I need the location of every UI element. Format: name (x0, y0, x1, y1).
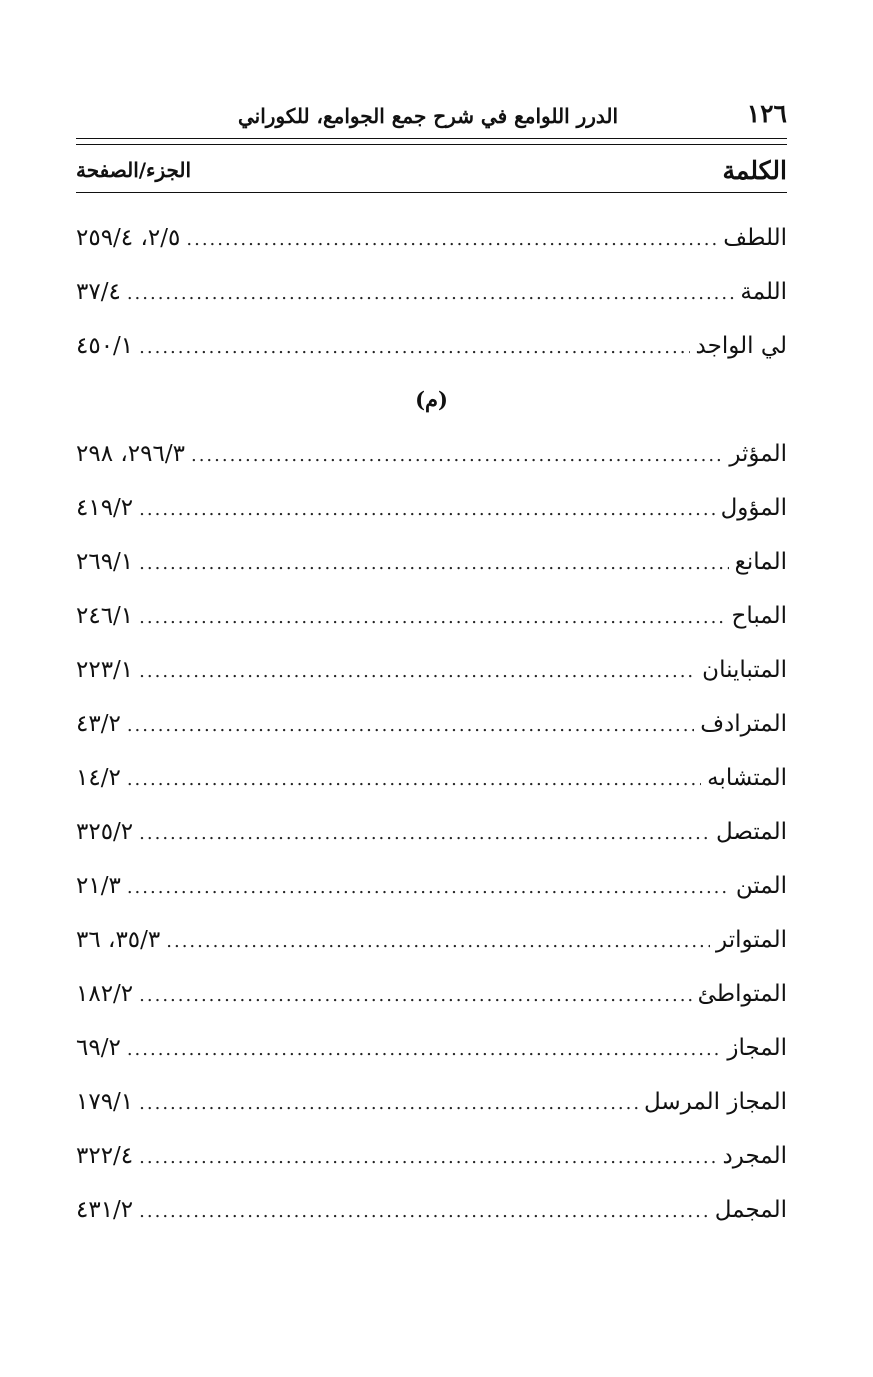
dot-leader (139, 1077, 638, 1131)
index-entry (76, 1021, 787, 1075)
running-head (76, 92, 787, 128)
entry-word: المتشابه (707, 765, 787, 791)
index-entry (76, 427, 787, 481)
entry-reference: ١٧٩/١ (76, 1089, 134, 1115)
entry-word: المجاز المرسل (643, 1089, 787, 1115)
entry-word: اللمة (740, 279, 787, 305)
entry-reference: ٣٥/٣، ٣٦ (76, 927, 161, 953)
dot-leader (127, 267, 735, 321)
dot-leader (139, 321, 689, 375)
dot-leader (139, 537, 728, 591)
entry-word: المتباينان (702, 657, 787, 683)
entry-word: المانع (734, 549, 787, 575)
entry-word: المتواطئ (697, 981, 787, 1007)
index-page (76, 92, 787, 1237)
index-entry (76, 967, 787, 1021)
entry-reference: ٢٦٩/١ (76, 549, 134, 575)
entry-reference: ٣٢٥/٢ (76, 819, 134, 845)
index-entry (76, 535, 787, 589)
entry-reference: ٢/٥، ٢٥٩/٤ (76, 225, 181, 251)
entry-word: اللطف (723, 225, 787, 251)
entry-reference: ٢٤٦/١ (76, 603, 134, 629)
entry-reference: ٢٢٣/١ (76, 657, 134, 683)
index-entry (76, 589, 787, 643)
index-list-after (76, 427, 787, 1237)
dot-leader (186, 213, 717, 267)
entry-reference: ٤٣١/٢ (76, 1197, 134, 1223)
entry-reference: ١٤/٢ (76, 765, 121, 791)
dot-leader (139, 591, 725, 645)
page-number: ١٢٦ (746, 99, 787, 128)
index-entry (76, 751, 787, 805)
index-entry (76, 1129, 787, 1183)
column-headers (76, 149, 787, 191)
index-entry (76, 643, 787, 697)
dot-leader (127, 699, 694, 753)
entry-word: المباح (731, 603, 787, 629)
index-entry (76, 265, 787, 319)
index-entry (76, 913, 787, 967)
entry-word: المؤول (720, 495, 787, 521)
entry-reference: ٣٢٢/٤ (76, 1143, 134, 1169)
dot-leader (139, 483, 714, 537)
entry-reference: ٤٥٠/١ (76, 333, 134, 359)
entry-reference: ٤٣/٢ (76, 711, 121, 737)
entry-reference: ١٨٢/٢ (76, 981, 134, 1007)
dot-leader (139, 969, 691, 1023)
entry-reference: ٦٩/٢ (76, 1035, 121, 1061)
column-header-rule (76, 192, 787, 193)
dot-leader (191, 429, 723, 483)
entry-reference: ٢٩٦/٣، ٢٩٨ (76, 441, 185, 467)
entry-word: المتصل (716, 819, 787, 845)
entry-reference: ٣٧/٤ (76, 279, 121, 305)
entry-word: المتن (735, 873, 787, 899)
header-double-rule (76, 138, 787, 145)
index-entry (76, 211, 787, 265)
book-title: الدرر اللوامع في شرح جمع الجوامع، للكوراني (238, 104, 619, 128)
dot-leader (139, 1185, 709, 1239)
entry-word: المجاز (727, 1035, 787, 1061)
column-header-word: الكلمة (722, 155, 787, 185)
dot-leader (166, 915, 710, 969)
dot-leader (139, 645, 696, 699)
dot-leader (139, 807, 710, 861)
index-entry (76, 697, 787, 751)
column-header-reference: الجزء/الصفحة (76, 158, 192, 182)
index-entry (76, 859, 787, 913)
entry-reference: ٤١٩/٢ (76, 495, 134, 521)
dot-leader (127, 1023, 722, 1077)
index-entry (76, 319, 787, 373)
entry-word: المؤثر (729, 441, 787, 467)
dot-leader (127, 753, 701, 807)
entry-word: المترادف (700, 711, 787, 737)
entry-word: المجرد (722, 1143, 787, 1169)
entry-reference: ٢١/٣ (76, 873, 121, 899)
index-list-before (76, 211, 787, 373)
dot-leader (139, 1131, 716, 1185)
entry-word: المتواتر (716, 927, 787, 953)
index-entry (76, 805, 787, 859)
index-entry (76, 1183, 787, 1237)
index-entry (76, 1075, 787, 1129)
entry-word: المجمل (714, 1197, 787, 1223)
dot-leader (127, 861, 730, 915)
index-entry (76, 481, 787, 535)
entry-word: لي الواجد (695, 333, 787, 359)
section-letter-heading: (م) (415, 387, 448, 412)
